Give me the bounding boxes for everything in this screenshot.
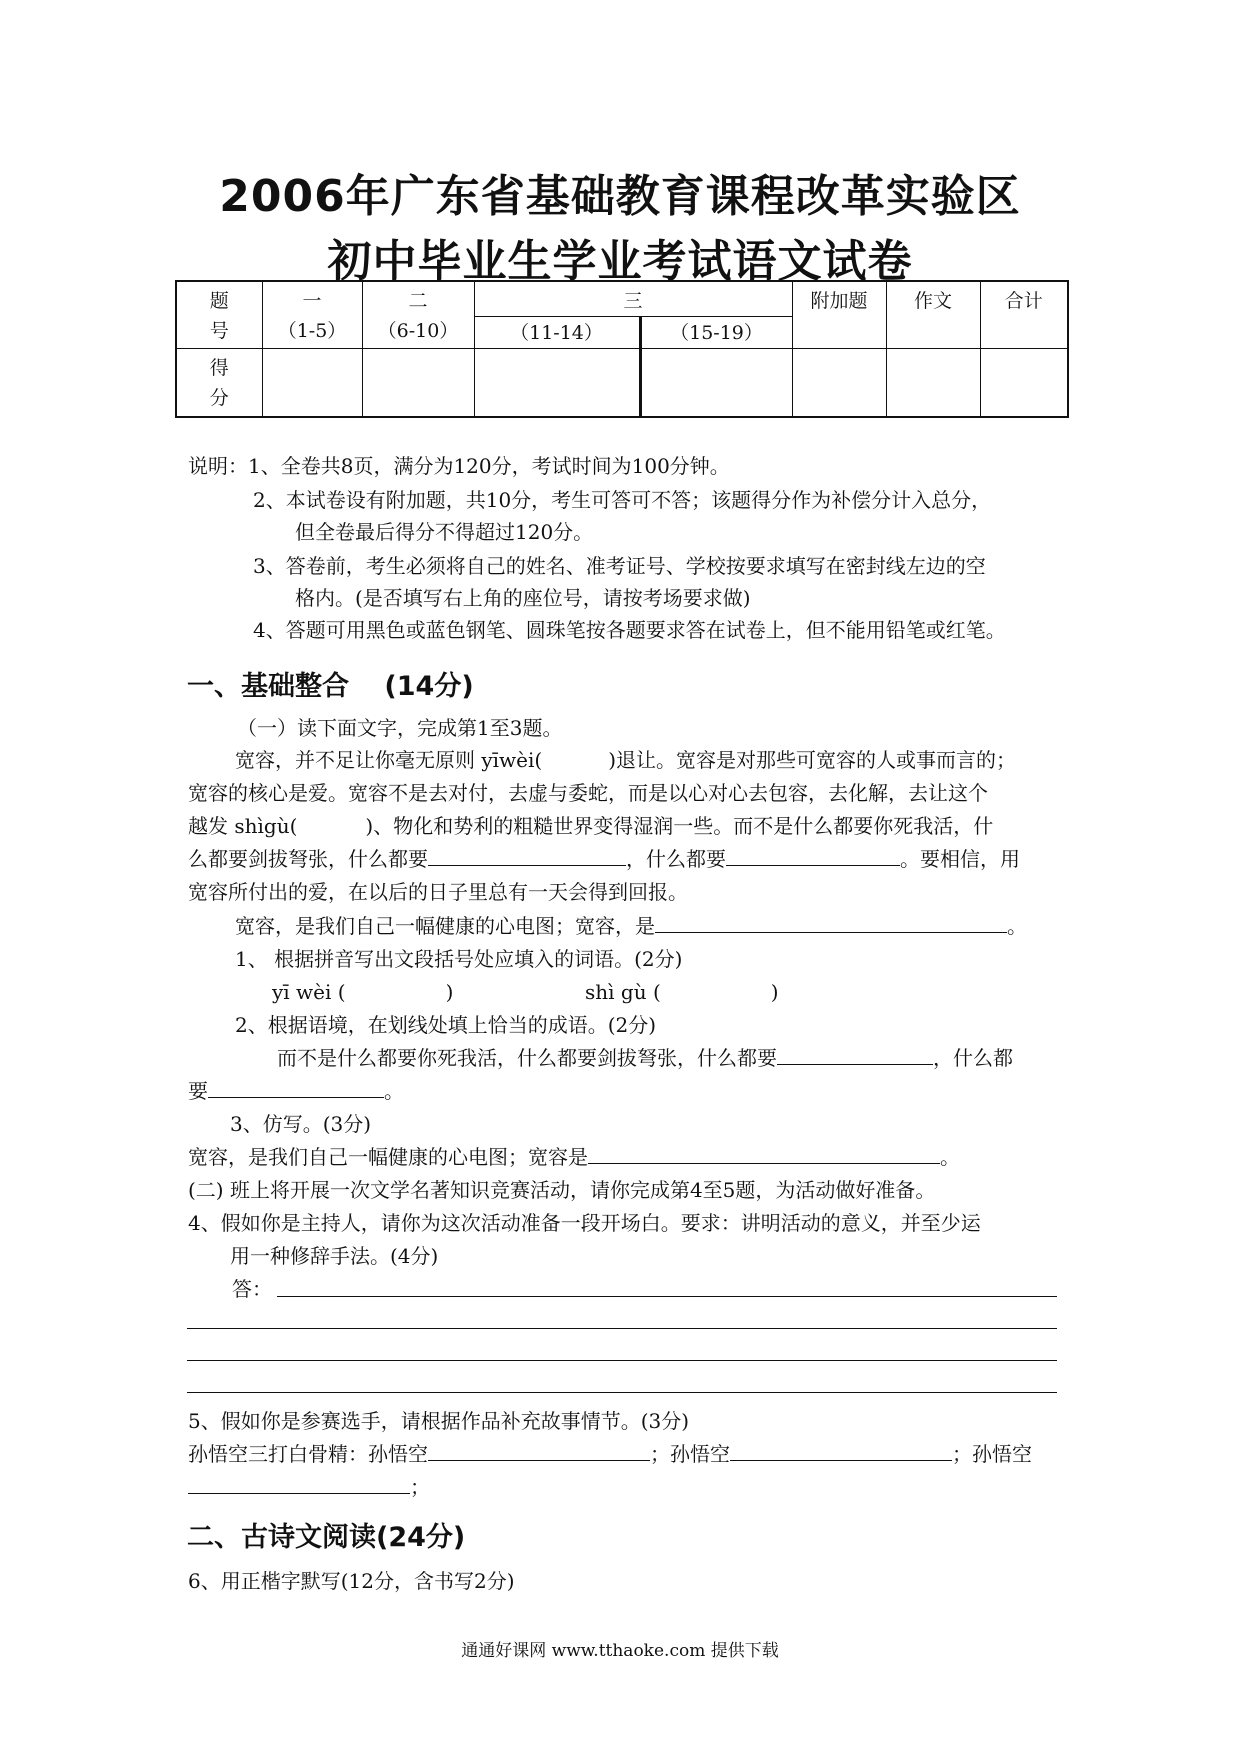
passage-line-3b: )、物化和势利的粗糙世界变得湿润一些。而不是什么都要你死我活，什 bbox=[365, 814, 994, 838]
question-4a: 4、假如你是主持人，请你为这次活动准备一段开场白。要求：讲明活动的意义，并至少运 bbox=[188, 1211, 981, 1235]
passage-line-1a: 宽容，并不足让你毫无原则 yīwèi( bbox=[235, 748, 543, 772]
col-essay-header: 作文 bbox=[886, 281, 980, 349]
q4-answer-line-1[interactable] bbox=[277, 1296, 1057, 1297]
col1-label: 一 bbox=[302, 290, 322, 312]
section2-heading: 二、古诗文阅读(24分) bbox=[187, 1522, 466, 1553]
section1-title: 一、基础整合 bbox=[187, 671, 349, 702]
score-input-3a[interactable] bbox=[474, 349, 640, 417]
q2-text-a: 而不是什么都要你死我活，什么都要剑拔弩张，什么都要 bbox=[277, 1046, 777, 1070]
q5-text-line-2 bbox=[188, 1471, 430, 1503]
title-line-2: 初中毕业生学业考试语文试卷 bbox=[327, 236, 913, 287]
question-4b: 用一种修辞手法。(4分) bbox=[230, 1244, 439, 1268]
note-2a: 2、本试卷设有附加题，共10分，考生可答可不答；该题得分作为补偿分计入总分， bbox=[253, 488, 992, 512]
title-line-1: 2006年广东省基础教育课程改革实验区 bbox=[219, 171, 1021, 222]
tihao-label-1: 题 bbox=[209, 290, 229, 312]
passage-line-6a: 宽容，是我们自己一幅健康的心电图；宽容，是 bbox=[235, 914, 655, 938]
score-input-extra[interactable] bbox=[792, 349, 886, 417]
note-3a: 3、答卷前，考生必须将自己的姓名、准考证号、学校按要求填写在密封线左边的空 bbox=[253, 554, 986, 578]
defen-label-2: 分 bbox=[209, 387, 229, 409]
q2-blank-1[interactable] bbox=[777, 1044, 933, 1065]
defen-label-1: 得 bbox=[209, 357, 229, 379]
q2-blank-2[interactable] bbox=[208, 1077, 384, 1098]
col1-range: （1-5） bbox=[277, 320, 347, 342]
q3-text bbox=[188, 1141, 960, 1173]
q1-pinyin-2: shì gù ( bbox=[585, 980, 661, 1004]
col-total-header: 合计 bbox=[980, 281, 1068, 349]
q4-answer-line-4[interactable] bbox=[187, 1392, 1057, 1393]
question-3: 3、仿写。(3分) bbox=[230, 1112, 372, 1136]
passage-line-3 bbox=[188, 810, 993, 842]
score-input-2[interactable] bbox=[362, 349, 474, 417]
q4-answer-line-2[interactable] bbox=[187, 1328, 1057, 1329]
passage-line-3a: 越发 shìgù( bbox=[188, 814, 298, 838]
q5-text-d: ； bbox=[410, 1475, 430, 1499]
col1-header bbox=[262, 281, 362, 349]
passage-line-2: 宽容的核心是爱。宽容不是去对付，去虚与委蛇，而是以心对心去包容，去化解，去让这个 bbox=[188, 781, 988, 805]
q3-text-b: 。 bbox=[940, 1145, 960, 1169]
question-5: 5、假如你是参赛选手，请根据作品补充故事情节。(3分) bbox=[188, 1409, 690, 1433]
col2-range: （6-10） bbox=[377, 320, 459, 342]
col3a-range: （11-14） bbox=[474, 317, 640, 349]
note-3b: 格内。(是否填写右上角的座位号，请按考场要求做) bbox=[295, 586, 751, 610]
passage-line-1b: )退让。宽容是对那些可宽容的人或事而言的； bbox=[608, 748, 1017, 772]
score-input-3b[interactable] bbox=[640, 349, 792, 417]
q1-answer-1 bbox=[272, 976, 453, 1008]
idiom-blank-1[interactable] bbox=[428, 845, 626, 866]
q5-text-a: 孙悟空三打白骨精：孙悟空 bbox=[188, 1442, 428, 1466]
q3-blank[interactable] bbox=[588, 1143, 940, 1164]
q1-pinyin-1: yī wèi ( bbox=[272, 980, 346, 1004]
score-input-total[interactable] bbox=[980, 349, 1068, 417]
passage-line-6b: 。 bbox=[1007, 914, 1027, 938]
question-6: 6、用正楷字默写(12分，含书写2分) bbox=[188, 1569, 515, 1593]
footer-credit: 通通好课网 www.tthaoke.com 提供下载 bbox=[461, 1641, 779, 1661]
q5-text-c: ；孙悟空 bbox=[952, 1442, 1032, 1466]
q2-text-d: 。 bbox=[384, 1079, 404, 1103]
note-2b: 但全卷最后得分不得超过120分。 bbox=[295, 520, 594, 544]
q2-text-b: ，什么都 bbox=[933, 1046, 1013, 1070]
tihao-label-2: 号 bbox=[209, 320, 229, 342]
passage-line-1 bbox=[235, 744, 1016, 776]
q1-answer-2 bbox=[585, 976, 779, 1008]
q5-blank-2[interactable] bbox=[730, 1440, 952, 1461]
q4-answer-label: 答： bbox=[232, 1277, 272, 1301]
col3b-range: （15-19） bbox=[640, 317, 792, 349]
note-1: 说明：1、全卷共8页，满分为120分，考试时间为100分钟。 bbox=[188, 454, 730, 478]
idiom-blank-2[interactable] bbox=[726, 845, 900, 866]
q4-answer-line-3[interactable] bbox=[187, 1360, 1057, 1361]
question-2: 2、根据语境，在划线处填上恰当的成语。(2分) bbox=[235, 1013, 657, 1037]
passage-line-4b: ，什么都要 bbox=[626, 847, 726, 871]
q2-text-line-2 bbox=[188, 1075, 404, 1107]
q3-text-a: 宽容，是我们自己一幅健康的心电图；宽容是 bbox=[188, 1145, 588, 1169]
passage-line-4 bbox=[188, 843, 1020, 875]
passage-blank[interactable] bbox=[655, 912, 1007, 933]
col2-header bbox=[362, 281, 474, 349]
q5-blank-1[interactable] bbox=[428, 1440, 650, 1461]
col-extra-header: 附加题 bbox=[792, 281, 886, 349]
q1-close-2: ) bbox=[770, 980, 779, 1004]
section1-points: (14分) bbox=[384, 671, 474, 702]
passage-line-4a: 么都要剑拔弩张，什么都要 bbox=[188, 847, 428, 871]
passage-line-4c: 。要相信，用 bbox=[900, 847, 1020, 871]
col2-label: 二 bbox=[408, 290, 428, 312]
passage-line-5: 宽容所付出的爱，在以后的日子里总有一天会得到回报。 bbox=[188, 880, 688, 904]
tihao-cell bbox=[176, 281, 262, 349]
part2-intro: (二) 班上将开展一次文学名著知识竞赛活动，请你完成第4至5题，为活动做好准备。 bbox=[188, 1178, 936, 1202]
score-input-1[interactable] bbox=[262, 349, 362, 417]
score-table bbox=[175, 280, 1069, 418]
note-4: 4、答题可用黑色或蓝色钢笔、圆珠笔按各题要求答在试卷上，但不能用铅笔或红笔。 bbox=[253, 618, 1006, 642]
passage-line-6 bbox=[235, 910, 1027, 942]
q5-blank-3[interactable] bbox=[188, 1473, 410, 1494]
defen-cell bbox=[176, 349, 262, 417]
q5-text-b: ；孙悟空 bbox=[650, 1442, 730, 1466]
q2-text-c: 要 bbox=[188, 1079, 208, 1103]
question-1: 1、 根据拼音写出文段括号处应填入的词语。(2分) bbox=[235, 947, 683, 971]
col3-label: 三 bbox=[474, 281, 792, 317]
q1-close-1: ) bbox=[445, 980, 454, 1004]
q5-text-line-1 bbox=[188, 1438, 1032, 1470]
part1-intro: （一）读下面文字，完成第1至3题。 bbox=[237, 716, 563, 740]
score-input-essay[interactable] bbox=[886, 349, 980, 417]
section1-heading bbox=[187, 664, 474, 703]
q2-text-line-1 bbox=[277, 1042, 1013, 1074]
